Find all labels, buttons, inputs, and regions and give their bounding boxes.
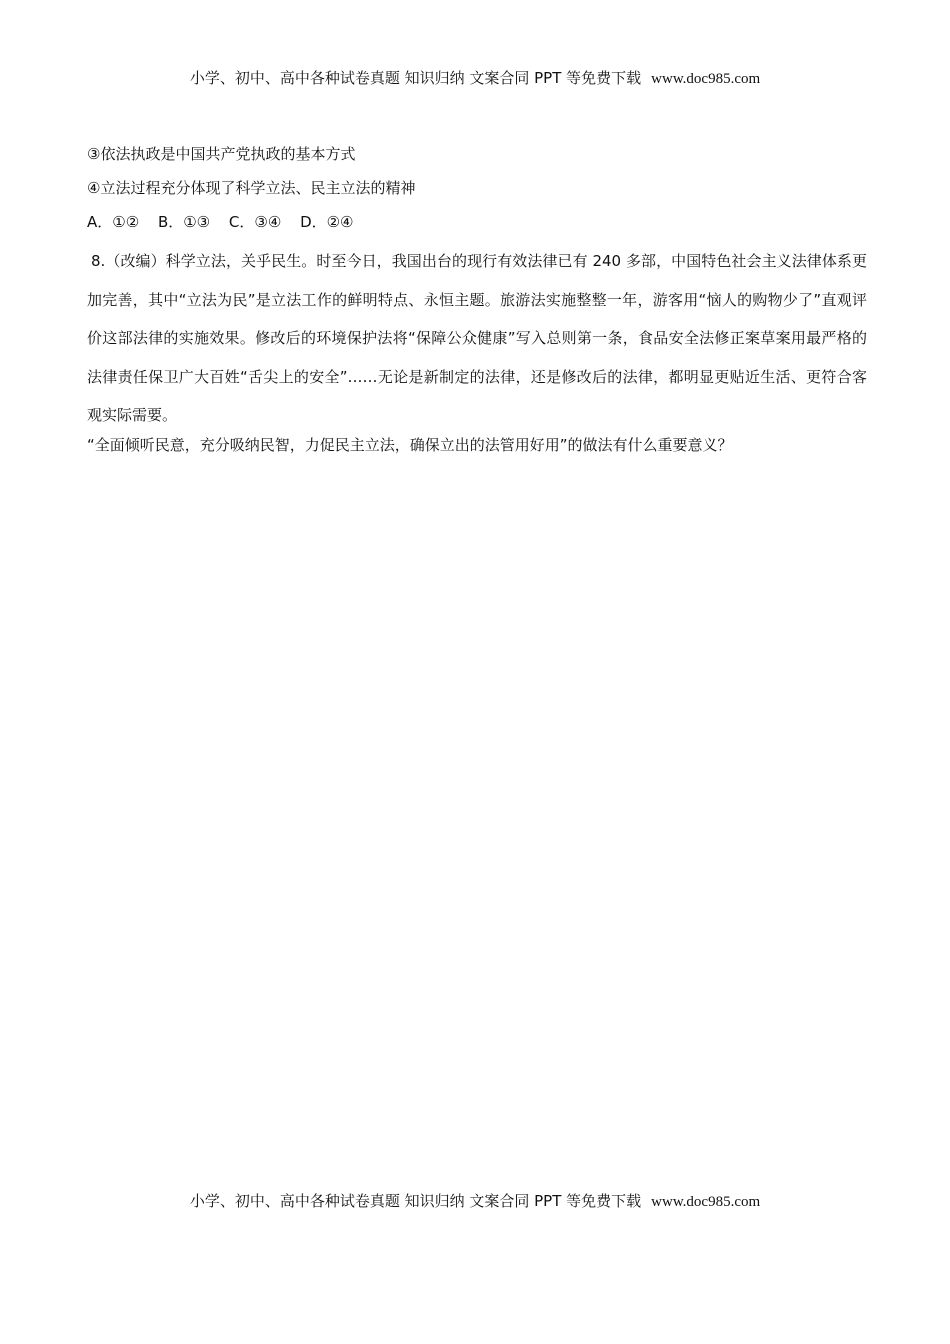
answer-options (87, 208, 867, 236)
statement-4: ④立法过程充分体现了科学立法、民主立法的精神 (87, 179, 416, 197)
question-8-text: 8.（改编）科学立法，关乎民生。时至今日，我国出台的现行有效法律已有 240 多部，中国特色社会主义法律体系更加完善，其中“立法为民”是立法工作的鲜明特点、永恒主题。旅游法实施整整一年，游客用“恼人的购物少了”直观评价这部法律的实施效果。修改后的环境保护法将“保障公众健康”写入总则第一条，食品安全法修正案草案用最严格的法律责任保卫广大百姓“舌尖上的安全”……无论是新制定的法律，还是修改后的法律，都明显更贴近生活、更符合客观实际需要。 (87, 252, 867, 424)
page-footer (0, 1191, 950, 1212)
document-body (87, 140, 867, 459)
header-site-link[interactable]: www.doc985.com (651, 71, 761, 87)
footer-text: 小学、初中、高中各种试卷真题 知识归纳 文案合同 PPT 等免费下载 (189, 1192, 642, 1210)
option-d: D．②④ (300, 213, 354, 231)
page-header (0, 68, 950, 89)
option-b: B．①③ (157, 213, 211, 231)
option-a: A．①② (87, 213, 140, 231)
question-8-prompt: “全面倾听民意，充分吸纳民智，力促民主立法，确保立出的法管用好用”的做法有什么重要意义？ (87, 435, 733, 454)
statement-3: ③依法执政是中国共产党执政的基本方式 (87, 145, 356, 163)
header-text: 小学、初中、高中各种试卷真题 知识归纳 文案合同 PPT 等免费下载 (189, 69, 642, 87)
option-c: C．③④ (228, 213, 282, 231)
footer-site-link[interactable]: www.doc985.com (651, 1194, 761, 1210)
